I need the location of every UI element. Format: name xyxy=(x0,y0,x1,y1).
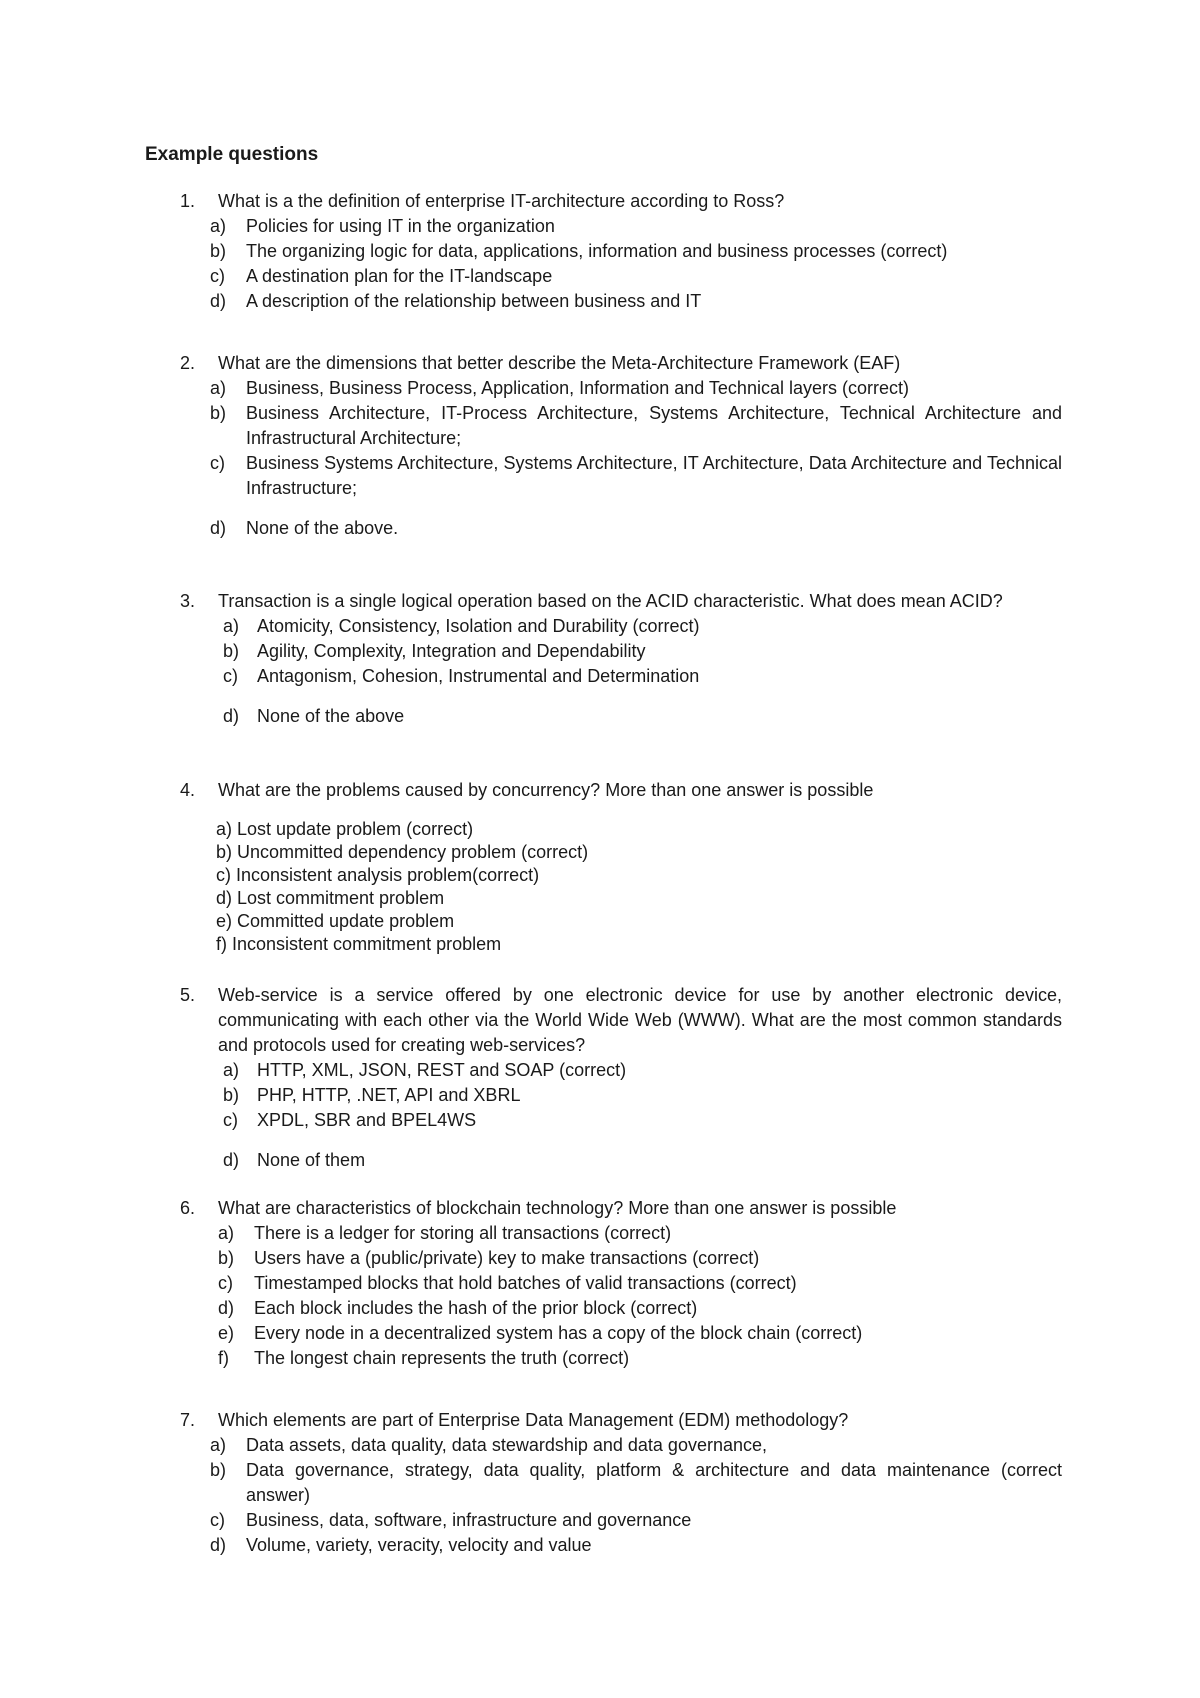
option-a: a) Policies for using IT in the organization xyxy=(210,216,555,236)
option-a: a) There is a ledger for storing all transactions (correct) xyxy=(218,1223,672,1243)
question-text: What are the problems caused by concurrency? More than one answer is possible xyxy=(218,780,874,800)
option-c: c) Antagonism, Cohesion, Instrumental and Determination xyxy=(223,666,700,686)
option-b: b) Agility, Complexity, Integration and Dependability xyxy=(223,641,646,661)
option-b: b) The organizing logic for data, applications, information and business processes (correct) xyxy=(210,241,948,261)
option-a: a) Business, Business Process, Application, Information and Technical layers (correct) xyxy=(210,378,909,398)
question-2 xyxy=(180,351,1062,541)
answer-list xyxy=(216,818,1062,956)
option-d: d) Each block includes the hash of the prior block (correct) xyxy=(218,1298,698,1318)
option-f: f) The longest chain represents the truth (correct) xyxy=(218,1348,630,1368)
option-d: d) None of the above xyxy=(223,706,405,726)
question-number: 5. xyxy=(180,985,196,1005)
option-e: e) Every node in a decentralized system has a copy of the block chain (correct) xyxy=(218,1323,863,1343)
option-c: c) Business, data, software, infrastructure and governance xyxy=(210,1510,692,1530)
question-text: Web-service is a service offered by one electronic device for use by another electronic device, communicating with each other via the World Wide Web (WWW). What are the most common standards and protocols used for creating web-services? xyxy=(218,985,1062,1055)
option-e: e) Committed update problem xyxy=(216,911,455,931)
option-d: d) A description of the relationship between business and IT xyxy=(210,291,702,311)
question-number: 6. xyxy=(180,1198,196,1218)
option-d: d) None of the above. xyxy=(210,518,399,538)
option-f: f) Inconsistent commitment problem xyxy=(216,934,502,954)
option-b: b) Uncommitted dependency problem (correct) xyxy=(216,842,589,862)
question-text: Which elements are part of Enterprise Data Management (EDM) methodology? xyxy=(218,1410,849,1430)
option-c: c) Timestamped blocks that hold batches of valid transactions (correct) xyxy=(218,1273,797,1293)
option-a: a) Lost update problem (correct) xyxy=(216,819,474,839)
question-text: Transaction is a single logical operation based on the ACID characteristic. What does mean ACID? xyxy=(218,591,1003,611)
question-number: 4. xyxy=(180,780,196,800)
option-b: b) Users have a (public/private) key to make transactions (correct) xyxy=(218,1248,760,1268)
option-a: a) Atomicity, Consistency, Isolation and Durability (correct) xyxy=(223,616,700,636)
question-number: 3. xyxy=(180,591,196,611)
option-a: a) Data assets, data quality, data stewardship and data governance, xyxy=(210,1435,767,1455)
question-number: 1. xyxy=(180,191,196,211)
question-5 xyxy=(180,983,1062,1173)
option-b: b) Business Architecture, IT-Process Architecture, Systems Architecture, Technical Architecture and Infrastructural Architecture; xyxy=(210,403,1062,448)
question-text: What are characteristics of blockchain technology? More than one answer is possible xyxy=(218,1198,897,1218)
question-text: What is a the definition of enterprise IT-architecture according to Ross? xyxy=(218,191,785,211)
option-c: c) Inconsistent analysis problem(correct) xyxy=(216,865,540,885)
question-6 xyxy=(180,1196,1062,1371)
option-b: b) PHP, HTTP, .NET, API and XBRL xyxy=(223,1085,521,1105)
option-c: c) XPDL, SBR and BPEL4WS xyxy=(223,1110,477,1130)
question-1 xyxy=(180,189,1062,314)
option-b: b) Data governance, strategy, data quality, platform & architecture and data maintenance (correct answer) xyxy=(210,1460,1062,1505)
option-d: d) Lost commitment problem xyxy=(216,888,445,908)
document-heading: Example questions xyxy=(145,144,319,165)
question-4 xyxy=(180,778,1062,956)
option-a: a) HTTP, XML, JSON, REST and SOAP (correct) xyxy=(223,1060,627,1080)
option-d: d) None of them xyxy=(223,1150,366,1170)
question-text: What are the dimensions that better describe the Meta-Architecture Framework (EAF) xyxy=(218,353,901,373)
question-number: 2. xyxy=(180,353,196,373)
option-c: c) A destination plan for the IT-landscape xyxy=(210,266,553,286)
option-d: d) Volume, variety, veracity, velocity and value xyxy=(210,1535,592,1555)
question-3 xyxy=(180,589,1062,729)
option-c: c) Business Systems Architecture, Systems Architecture, IT Architecture, Data Architecture and Technical Infrastructure; xyxy=(210,453,1062,498)
question-7 xyxy=(180,1408,1062,1558)
question-number: 7. xyxy=(180,1410,196,1430)
